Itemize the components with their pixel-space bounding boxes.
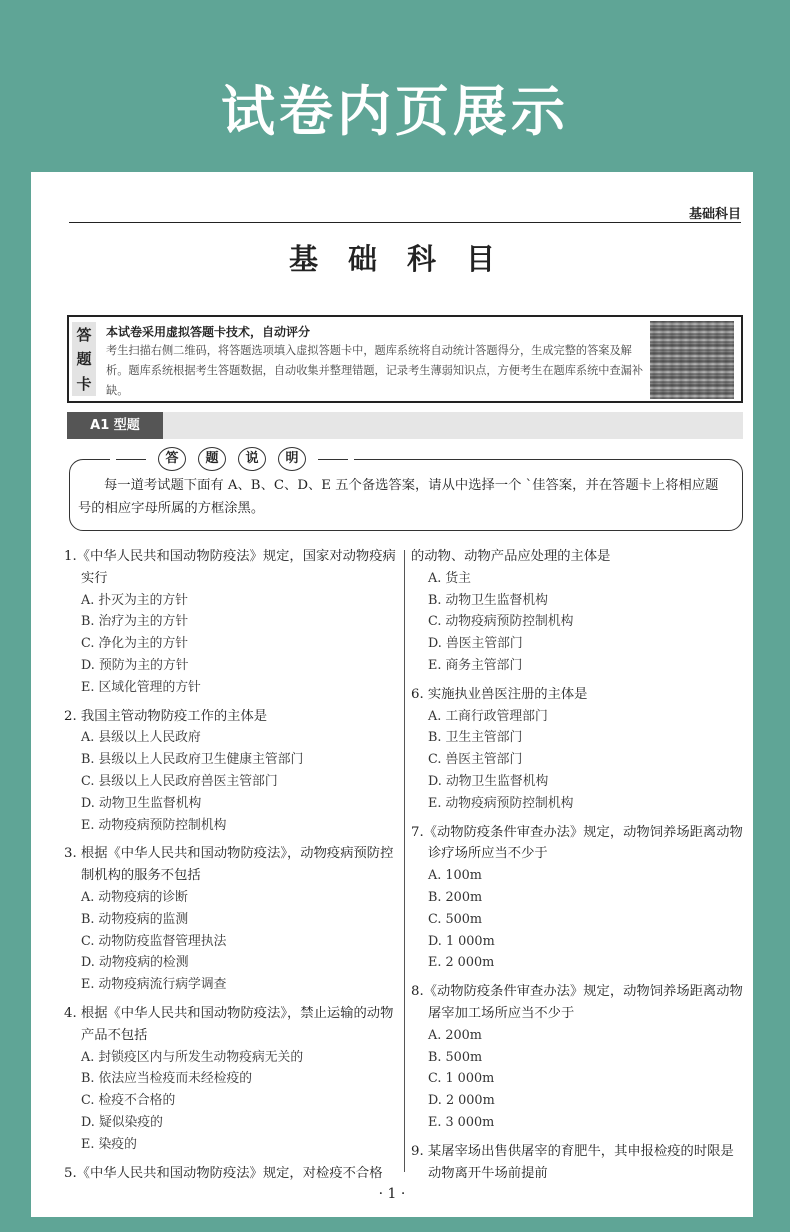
answer-card-body: 考生扫描右侧二维码，将答题选项填入虚拟答题卡中，题库系统将自动统计答题得分，生成完整的答案及解析。题库系统根据考生答题数据，自动收集并整理错题，记录考生薄弱知识点，方便考生在题库系统中查漏补缺。 [106, 344, 644, 397]
answer-option: E. 区域化管理的方针 [81, 679, 201, 695]
question-item [411, 1141, 743, 1185]
badge-divider [318, 459, 348, 460]
answer-option: E. 商务主管部门 [428, 657, 523, 673]
exam-page [31, 172, 753, 1217]
question-stem: 7.《动物防疫条件审查办法》规定，动物饲养场距离动物诊疗场所应当不少于 [411, 824, 743, 862]
answer-card-tag-char: 题 [76, 350, 92, 369]
answer-option: E. 动物疫病预防控制机构 [81, 817, 227, 833]
instruction-badge: 题 [198, 447, 226, 471]
section-bar [67, 412, 743, 439]
answer-option: A. 扑灭为主的方针 [81, 592, 188, 608]
instruction-badge: 明 [278, 447, 306, 471]
questions-right-column [411, 546, 743, 1191]
answer-option: D. 预防为主的方针 [81, 657, 189, 673]
answer-option: A. 100m [428, 868, 482, 884]
question-stem: 的动物、动物产品应处理的主体是 [411, 549, 611, 564]
answer-option: E. 染疫的 [81, 1136, 137, 1152]
instruction-badge: 答 [158, 447, 186, 471]
question-item [64, 843, 402, 996]
answer-option: E. 动物疫病预防控制机构 [428, 795, 574, 811]
answer-option: B. 依法应当检疫而未经检疫的 [81, 1071, 253, 1087]
question-stem: 4. 根据《中华人民共和国动物防疫法》，禁止运输的动物产品不包括 [64, 1005, 394, 1043]
answer-option: A. 200m [428, 1027, 482, 1043]
answer-option: B. 卫生主管部门 [428, 730, 523, 746]
answer-option: C. 兽医主管部门 [428, 752, 523, 768]
question-stem: 8.《动物防疫条件审查办法》规定，动物饲养场距离动物屠宰加工场所应当不少于 [411, 984, 743, 1021]
answer-card-tag [72, 322, 96, 396]
answer-option: C. 县级以上人民政府兽医主管部门 [81, 773, 278, 789]
banner-title: 试卷内页展示 [221, 80, 569, 143]
answer-option: B. 动物卫生监督机构 [428, 592, 548, 608]
answer-option: C. 500m [428, 911, 483, 927]
question-stem: 2. 我国主管动物防疫工作的主体是 [64, 708, 268, 724]
answer-option: D. 2 000m [428, 1093, 495, 1109]
answer-option: E. 3 000m [428, 1114, 495, 1130]
instructions-text: 每一道考试题下面有 A、B、C、D、E 五个备选答案，请从中选择一个 ˋ佳答案，并在答题卡上将相应题号的相应字母所属的方框涂黑。 [78, 478, 719, 516]
answer-option: B. 200m [428, 889, 483, 905]
answer-option: A. 县级以上人民政府 [81, 730, 201, 746]
answer-option: B. 县级以上人民政府卫生健康主管部门 [81, 752, 304, 768]
badge-divider [116, 459, 146, 460]
question-stem: 6. 实施执业兽医注册的主体是 [411, 686, 588, 702]
answer-option: B. 动物疫病的监测 [81, 911, 189, 927]
answer-option: A. 动物疫病的诊断 [81, 889, 188, 905]
document-title: 基础科目 [288, 242, 525, 276]
answer-option: B. 500m [428, 1049, 483, 1065]
question-stem: 5.《中华人民共和国动物防疫法》规定，对检疫不合格 [64, 1165, 383, 1181]
answer-option: C. 动物疫病预防控制机构 [428, 614, 574, 630]
answer-option: D. 1 000m [428, 933, 495, 949]
answer-option: C. 检疫不合格的 [81, 1093, 176, 1109]
answer-option: D. 动物疫病的检测 [81, 955, 189, 971]
answer-card-heading: 本试卷采用虚拟答题卡技术，自动评分 [106, 325, 311, 339]
instruction-badge: 说 [238, 447, 266, 471]
column-divider [404, 550, 405, 1172]
answer-option: D. 动物卫生监督机构 [428, 773, 549, 789]
question-item [64, 1163, 402, 1185]
answer-card-notice [67, 315, 743, 403]
instructions-badges [110, 447, 354, 471]
question-item [64, 546, 402, 699]
question-item [411, 822, 743, 975]
answer-option: E. 2 000m [428, 955, 495, 971]
answer-option: D. 兽医主管部门 [428, 636, 523, 652]
answer-option: D. 疑似染疫的 [81, 1114, 163, 1130]
question-stem: 3. 根据《中华人民共和国动物防疫法》，动物疫病预防控制机构的服务不包括 [64, 846, 394, 884]
answer-option: D. 动物卫生监督机构 [81, 795, 202, 811]
answer-option: C. 净化为主的方针 [81, 636, 189, 652]
questions-left-column [64, 546, 402, 1191]
header-subject: 基础科目 [688, 207, 741, 222]
question-item [64, 706, 402, 837]
answer-card-tag-char: 卡 [76, 375, 92, 394]
qr-code-image[interactable] [650, 321, 734, 399]
answer-option: A. 货主 [428, 570, 471, 586]
answer-option: A. 封锁疫区内与所发生动物疫病无关的 [81, 1049, 304, 1065]
page-number: · 1 · [378, 1186, 406, 1202]
question-item [64, 1003, 402, 1156]
question-item [411, 546, 743, 677]
instructions-box [69, 451, 743, 531]
answer-option: E. 动物疫病流行病学调查 [81, 977, 227, 993]
question-stem: 9. 某屠宰场出售供屠宰的育肥牛，其申报检疫的时限是动物离开牛场前提前 [411, 1143, 734, 1181]
question-stem: 1.《中华人民共和国动物防疫法》规定，国家对动物疫病实行 [64, 549, 396, 586]
header-rule [69, 222, 741, 223]
question-item [411, 684, 743, 815]
section-label: A1 型题 [67, 412, 163, 439]
answer-option: B. 治疗为主的方针 [81, 614, 189, 630]
question-item [411, 981, 743, 1134]
answer-option: A. 工商行政管理部门 [428, 708, 548, 724]
answer-option: C. 1 000m [428, 1071, 495, 1087]
answer-option: C. 动物防疫监督管理执法 [81, 933, 227, 949]
answer-card-tag-char: 答 [76, 325, 92, 344]
